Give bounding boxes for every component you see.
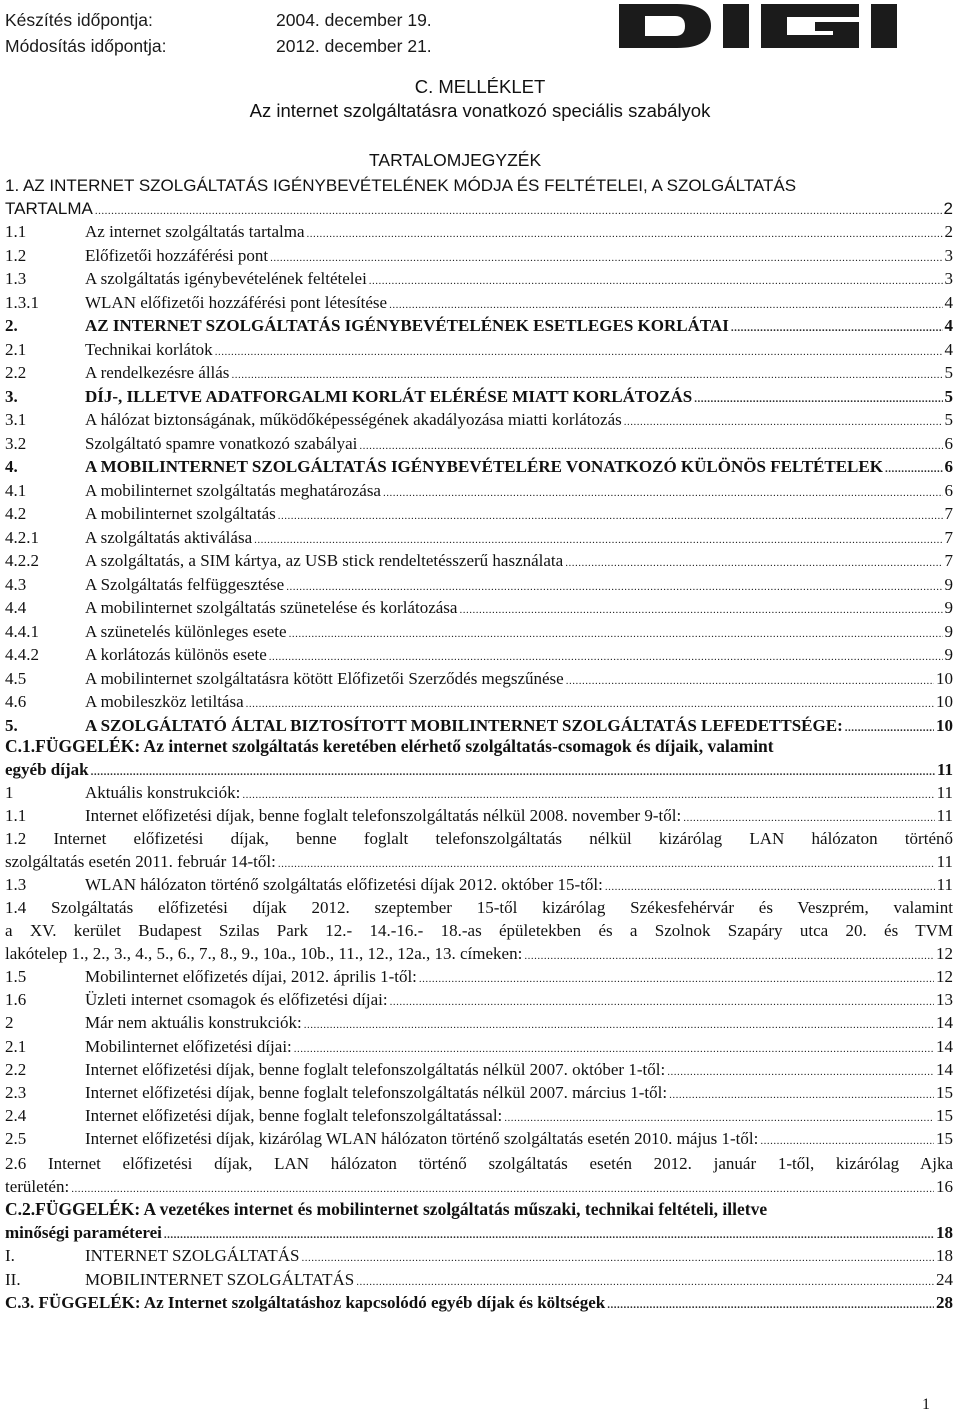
toc-entry[interactable] [5, 361, 953, 384]
toc-entry-page: 5 [944, 363, 953, 382]
toc-entry-page: 9 [944, 621, 953, 641]
toc-entry-page: 10 [936, 668, 953, 688]
toc-entry-page: 7 [944, 504, 953, 523]
toc-entry[interactable] [5, 1268, 953, 1291]
toc-entry-page: 7 [944, 527, 953, 547]
toc-entry-text: Internet előfizetési díjak, benne foglalt telefonszolgáltatással: [85, 1106, 503, 1126]
toc-entry-page: 12 [936, 944, 953, 963]
toc-entry-text: A szolgáltatás, a SIM kártya, az USB stick rendeltetésszerű használata [85, 551, 564, 570]
toc-entry-text: C.3. FÜGGELÉK: Az Internet szolgáltatáshoz kapcsolódó egyéb díjak és költségek [5, 1293, 606, 1312]
toc-entry-text: Már nem aktuális konstrukciók: [85, 1013, 302, 1033]
toc-entry-number: 2.4 [5, 1106, 27, 1126]
toc-entry-text: Internet előfizetési díjak, benne foglalt telefonszolgáltatás nélkül 2007. március 1-től: [85, 1083, 668, 1102]
toc-entry[interactable] [5, 408, 953, 431]
toc-entry-page: 24 [936, 1269, 953, 1289]
toc-entry-number: 1.3 [5, 269, 27, 288]
toc-entry[interactable] [5, 620, 953, 643]
toc-entry-1-3[interactable] [5, 873, 953, 896]
toc-entry-page: 5 [944, 410, 953, 429]
toc-entry[interactable] [5, 573, 953, 596]
toc-entry-text: A SZOLGÁLTATÓ ÁLTAL BIZTOSÍTOTT MOBILINTERNET SZOLGÁLTATÁS LEFEDETTSÉGE: [85, 715, 843, 735]
toc-entry-text: WLAN hálózaton történő szolgáltatás előfizetési díjak 2012. október 15-től: [85, 875, 603, 894]
toc-entry[interactable] [5, 1081, 953, 1104]
toc-entry-1-4-line1[interactable]: 1.4 Szolgáltatás előfizetési díjak 2012. szeptember 15-től kizárólag Székesfehérvár és Veszprém, valamint [5, 898, 953, 917]
toc-entry-text: A mobileszköz letiltása [85, 692, 244, 711]
toc-entry-page: 2 [944, 222, 953, 241]
toc-entry[interactable] [5, 988, 953, 1011]
toc-entry-page: 4 [944, 292, 953, 312]
toc-entry-page: 10 [936, 692, 953, 711]
toc-entry-page: 4 [944, 339, 953, 359]
toc-entry[interactable] [5, 965, 953, 988]
toc-entry[interactable] [5, 643, 953, 666]
toc-entry[interactable] [5, 385, 953, 408]
toc-entry[interactable] [5, 338, 953, 361]
toc-entry-number: 1.2 [5, 245, 27, 265]
toc-entry-number: 2.5 [5, 1129, 27, 1149]
toc-entry-number: 4.4.2 [5, 645, 39, 664]
toc-entry-page: 11 [936, 783, 953, 802]
toc-entry-page: 3 [944, 269, 953, 288]
toc-entry-page: 9 [944, 574, 953, 594]
dot-leader [760, 1130, 934, 1153]
toc-entry-number: 4.2 [5, 504, 27, 523]
toc-entry[interactable] [5, 667, 953, 690]
toc-entry-text: A mobilinternet szolgáltatásra kötött Előfizetői Szerződés megszűnése [85, 668, 564, 688]
toc-entry[interactable] [5, 432, 953, 455]
toc-entry-text: A mobilinternet szolgáltatás [85, 504, 276, 523]
toc-entry-page: 18 [936, 1223, 953, 1242]
toc-entry-text: Aktuális konstrukciók: [85, 783, 241, 802]
toc-entry[interactable] [5, 244, 953, 267]
toc-heading: TARTALOMJEGYZÉK [369, 150, 542, 170]
toc-entry-1-4-line3[interactable] [5, 942, 953, 965]
appendix2-line1[interactable]: C.2.FÜGGELÉK: A vezetékes internet és mobilinternet szolgáltatás műszaki, technikai feltételi, illetve [5, 1199, 768, 1219]
appendix2-line2[interactable] [5, 1221, 953, 1244]
toc-entry-page: 2 [943, 199, 953, 218]
toc-entry-page: 18 [936, 1246, 953, 1265]
toc-entry-number: 3.2 [5, 433, 27, 453]
annex-title: C. MELLÉKLET [414, 76, 546, 97]
toc-entry-text: Az internet szolgáltatás tartalma [85, 222, 305, 241]
toc-entry-page: 13 [936, 990, 953, 1010]
toc-entry-number: 3.1 [5, 410, 27, 429]
toc-entry[interactable] [5, 314, 953, 337]
toc-entry-page: 9 [944, 645, 953, 664]
toc-entry-number: 1.3.1 [5, 292, 39, 312]
toc-entry-text: Üzleti internet csomagok és előfizetési díjai: [85, 990, 388, 1010]
toc-entry[interactable] [5, 549, 953, 572]
toc-entry-number: 4.6 [5, 692, 27, 711]
toc-entry-number: 1.5 [5, 967, 27, 986]
toc-entry-text: Mobilinternet előfizetési díjai: [85, 1036, 292, 1056]
toc-entry-text: A mobilinternet szolgáltatás szünetelése és korlátozása [85, 598, 458, 617]
toc-entry-page: 11 [936, 852, 953, 871]
toc-entry-number: 4.5 [5, 668, 27, 688]
toc-entry-text: egyéb díjak [5, 760, 89, 779]
toc-entry-1-2-line2[interactable] [5, 850, 953, 873]
toc-entry-text: DÍJ-, ILLETVE ADATFORGALMI KORLÁT ELÉRÉSE MIATT KORLÁTOZÁS [85, 386, 693, 406]
toc-entry-page: 15 [936, 1129, 953, 1149]
modified-label: Módosítás időpontja: [5, 36, 167, 56]
toc-entry-number: 4. [5, 457, 18, 476]
toc-entry-text: Szolgáltató spamre vonatkozó szabályai [85, 433, 358, 453]
toc-entry-text: területén: [5, 1177, 70, 1196]
toc-entry[interactable] [5, 267, 953, 290]
appendix3-entry[interactable] [5, 1291, 953, 1314]
toc-entry[interactable] [5, 1244, 953, 1267]
toc-entry-page: 6 [944, 457, 953, 476]
toc-entry-number: 4.2.1 [5, 527, 39, 547]
toc-entry-number: 5. [5, 715, 18, 735]
toc-entry[interactable] [5, 781, 953, 804]
toc-entry[interactable] [5, 291, 953, 314]
toc-entry-number: I. [5, 1246, 15, 1265]
toc-entry-text: TARTALMA [5, 199, 93, 218]
page-number: 1 [922, 1396, 930, 1413]
modified-value: 2012. december 21. [276, 36, 432, 56]
toc-entry-text: szolgáltatás esetén 2011. február 14-től: [5, 852, 276, 871]
toc-entry-text: WLAN előfizetői hozzáférési pont létesítése [85, 292, 388, 312]
toc-entry-page: 10 [936, 715, 953, 735]
toc-entry-1-line2[interactable] [5, 197, 953, 220]
toc-entry-text: A szolgáltatás aktiválása [85, 527, 253, 547]
toc-entry-number: 4.3 [5, 574, 27, 594]
toc-entry-text: Előfizetői hozzáférési pont [85, 245, 269, 265]
appendix1-line1[interactable]: C.1.FÜGGELÉK: Az internet szolgáltatás keretében elérhető szolgáltatás-csomagok és díjaik, valamint [5, 736, 774, 756]
toc-entry-2-6-line1[interactable]: 2.6 Internet előfizetési díjak, LAN hálózaton történő szolgáltatás esetén 2012. január 1-től, kizárólag Ajka [5, 1154, 953, 1173]
dot-leader [607, 1294, 934, 1317]
toc-entry-number: 2.2 [5, 1059, 27, 1079]
toc-entry-1-2-line1[interactable]: 1.2 Internet előfizetési díjak, benne foglalt telefonszolgáltatás nélkül kizárólag LAN hálózaton történő [5, 829, 953, 848]
toc-entry-number: 4.4.1 [5, 621, 39, 641]
toc-entry-number: 4.4 [5, 598, 27, 617]
toc-entry[interactable] [5, 502, 953, 525]
toc-entry-2-6-line2[interactable] [5, 1175, 953, 1198]
toc-entry-page: 4 [944, 316, 953, 335]
toc-entry-number: 2.1 [5, 339, 27, 359]
toc-entry-page: 16 [936, 1177, 953, 1196]
toc-entry-number: 1.1 [5, 222, 27, 241]
toc-entry-text: MOBILINTERNET SZOLGÁLTATÁS [85, 1269, 355, 1289]
toc-entry[interactable] [5, 220, 953, 243]
toc-entry-number: 1 [5, 783, 14, 802]
toc-entry-page: 3 [944, 245, 953, 265]
toc-entry[interactable] [5, 596, 953, 619]
toc-entry-text: INTERNET SZOLGÁLTATÁS [85, 1246, 300, 1265]
toc-entry-number: 1.1 [5, 806, 27, 825]
toc-entry[interactable] [5, 1127, 953, 1150]
toc-entry[interactable] [5, 526, 953, 549]
toc-entry-page: 15 [936, 1106, 953, 1126]
toc-entry-text: A szolgáltatás igénybevételének feltételei [85, 269, 367, 288]
created-value: 2004. december 19. [276, 10, 432, 30]
toc-entry-page: 7 [944, 551, 953, 570]
toc-entry-number: 3. [5, 386, 18, 406]
toc-entry-text: Mobilinternet előfizetés díjai, 2012. április 1-től: [85, 967, 417, 986]
toc-entry-text: A Szolgáltatás felfüggesztése [85, 574, 285, 594]
toc-entry-number: II. [5, 1269, 21, 1289]
toc-entry-number: 1.6 [5, 990, 27, 1010]
toc-entry-page: 14 [936, 1036, 953, 1056]
toc-entry-1-4-line2[interactable]: a XV. kerület Budapest Szilas Park 12.- 14.-16.- 18.-as épületekben és a Szolnok Szapáry utca 20. és TVM [5, 921, 953, 940]
toc-entry-page: 28 [936, 1293, 953, 1312]
toc-entry-number: 4.2.2 [5, 551, 39, 570]
appendix1-line2[interactable] [5, 758, 953, 781]
toc-entry[interactable] [5, 479, 953, 502]
toc-entry-text: Internet előfizetési díjak, kizárólag WLAN hálózaton történő szolgáltatás esetén 2010. május 1-től: [85, 1129, 759, 1149]
toc-entry-text: Technikai korlátok [85, 339, 213, 359]
toc-entry-page: 11 [936, 760, 953, 779]
toc-entry-page: 9 [944, 598, 953, 617]
toc-entry-number: 2 [5, 1013, 14, 1033]
toc-entry-page: 6 [944, 433, 953, 453]
toc-entry-text: A MOBILINTERNET SZOLGÁLTATÁS IGÉNYBEVÉTELÉRE VONATKOZÓ KÜLÖNÖS FELTÉTELEK [85, 457, 883, 476]
toc-entry-number: 2.1 [5, 1036, 27, 1056]
toc-entry[interactable] [5, 714, 953, 737]
toc-entry-page: 12 [936, 967, 953, 986]
toc-entry[interactable] [5, 804, 953, 827]
annex-subtitle: Az internet szolgáltatásra vonatkozó speciális szabályok [249, 100, 711, 121]
toc-entry-page: 11 [936, 806, 953, 825]
toc-entry-text: Internet előfizetési díjak, benne foglalt telefonszolgáltatás nélkül 2007. október 1-től: [85, 1059, 666, 1079]
toc-entry[interactable] [5, 1011, 953, 1034]
toc-entry-number: 1.3 [5, 875, 27, 894]
toc-entry[interactable] [5, 1035, 953, 1058]
toc-entry-number: 4.1 [5, 480, 27, 500]
toc-entry-text: A mobilinternet szolgáltatás meghatározása [85, 480, 381, 500]
toc-entry-text: lakótelep 1., 2., 3., 4., 5., 6., 7., 8., 9., 10a., 10b., 11., 12., 12a., 13. címeken: [5, 944, 523, 963]
toc-entry[interactable] [5, 455, 953, 478]
toc-entry[interactable] [5, 1058, 953, 1081]
toc-entry-number: 2.2 [5, 363, 27, 382]
toc-entry-1-line1[interactable]: 1. AZ INTERNET SZOLGÁLTATÁS IGÉNYBEVÉTELÉNEK MÓDJA ÉS FELTÉTELEI, A SZOLGÁLTATÁS [5, 176, 797, 195]
toc-entry-text: A rendelkezésre állás [85, 363, 230, 382]
toc-entry-page: 11 [936, 875, 953, 894]
toc-entry-page: 15 [936, 1083, 953, 1102]
toc-entry-text: A hálózat biztonságának, működőképességének akadályozása miatti korlátozás [85, 410, 622, 429]
toc-entry-page: 6 [944, 480, 953, 500]
toc-entry[interactable] [5, 1104, 953, 1127]
toc-entry-number: 2.3 [5, 1083, 27, 1102]
toc-entry-text: Internet előfizetési díjak, benne foglalt telefonszolgáltatás nélkül 2008. november 9-től: [85, 806, 682, 825]
toc-entry-text: A szünetelés különleges esete [85, 621, 287, 641]
created-label: Készítés időpontja: [5, 10, 153, 30]
toc-entry-number: 2. [5, 316, 18, 335]
toc-entry-page: 14 [936, 1059, 953, 1079]
toc-entry-text: minőségi paraméterei [5, 1223, 162, 1242]
toc-entry[interactable] [5, 690, 953, 713]
toc-entry-page: 5 [944, 386, 953, 406]
toc-entry-page: 14 [936, 1013, 953, 1033]
digi-logo [619, 2, 957, 50]
toc-entry-text: AZ INTERNET SZOLGÁLTATÁS IGÉNYBEVÉTELÉNEK ESETLEGES KORLÁTAI [85, 316, 729, 335]
toc-entry-text: A korlátozás különös esete [85, 645, 267, 664]
